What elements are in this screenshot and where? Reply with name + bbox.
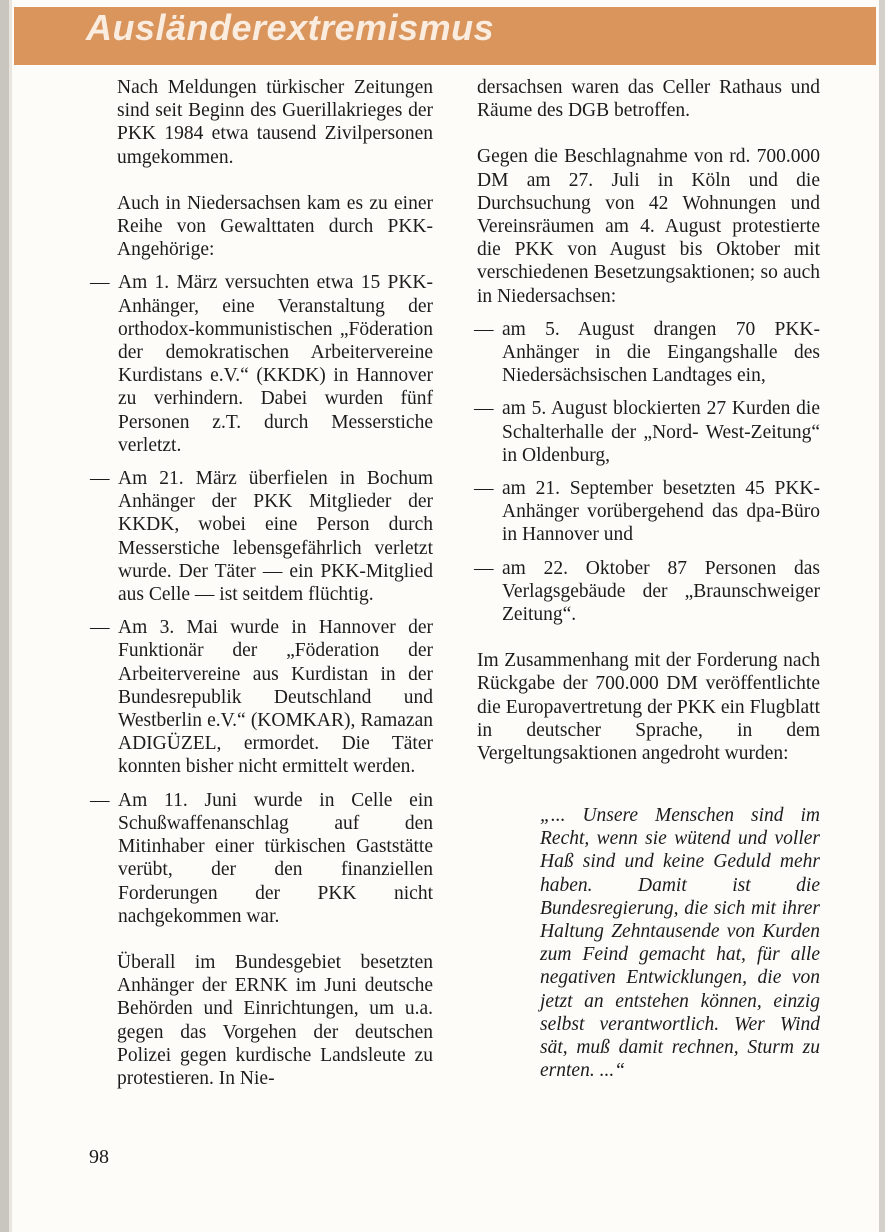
list-item-text: Am 1. März versuchten etwa 15 PKK-Anhänger, eine Veranstaltung der orthodox-kommunistischen „Föderation der demokratischen Arbeitervereine Kurdistans e.V.“ (KKDK) in Hannover zu verhindern. Dabei wurden fünf Personen z.T. durch Messerstiche verletzt.: [118, 272, 433, 456]
paragraph: Im Zusammenhang mit der Forderung nach Rückgabe der 700.000 DM veröffentlichte die Europavertretung der PKK ein Flugblatt in deutscher Sprache, in dem Vergeltungsaktionen angedroht wurden:: [477, 650, 820, 765]
list-item-text: am 5. August drangen 70 PKK-Anhänger in die Eingangshalle des Niedersächsischen Landtages ein,: [502, 318, 820, 387]
list-item: [474, 557, 820, 627]
dash-marker: —: [90, 617, 110, 639]
dash-marker: —: [474, 557, 494, 579]
list-item-text: am 22. Oktober 87 Personen das Verlagsgebäude der „Braunschweiger Zeitung“.: [502, 557, 820, 626]
paragraph: Gegen die Beschlagnahme von rd. 700.000 DM am 27. Juli in Köln und die Durchsuchung von 42 Wohnungen und Vereinsräumen am 4. August protestierte die PKK von August bis Oktober mit verschiedenen Besetzungsaktionen; so auch in Niedersachsen:: [477, 146, 820, 307]
left-column: [90, 76, 433, 1090]
list-item-text: am 21. September besetzten 45 PKK-Anhänger vorübergehend das dpa-Büro in Hannover und: [502, 478, 820, 546]
list-item: [90, 271, 433, 457]
dash-marker: —: [474, 398, 494, 420]
page-title: Ausländerextremismus: [86, 7, 495, 48]
page-scan-edge-right: [879, 0, 885, 1232]
paragraph: Überall im Bundesgebiet besetzten Anhänger der ERNK im Juni deutsche Behörden und Einrichtungen, um u.a. gegen das Vorgehen der deutschen Polizei gegen kurdische Landsleute zu protestieren. In Nie-: [117, 951, 433, 1089]
list-item-text: Am 3. Mai wurde in Hannover der Funktionär der „Föderation der Arbeitervereine aus Kurdistan in der Bundesrepublik Deutschland und Westberlin e.V.“ (KOMKAR), Ramazan ADIGÜZEL, ermordet. Die Täter konnten bisher nicht ermittelt werden.: [118, 617, 433, 778]
list-item-text: am 5. August blockierten 27 Kurden die Schalterhalle der „Nord- West-Zeitung“ in Oldenburg,: [502, 398, 820, 466]
dash-marker: —: [90, 789, 110, 811]
dash-marker: —: [474, 318, 494, 340]
paragraph: Auch in Niedersachsen kam es zu einer Reihe von Gewalttaten durch PKK-Angehörige:: [117, 192, 433, 261]
page-number: 98: [89, 1146, 109, 1168]
dash-marker: —: [474, 478, 494, 500]
paragraph: dersachsen waren das Celler Rathaus und Räume des DGB betroffen.: [477, 77, 820, 122]
list-item: [474, 318, 820, 388]
list-item: [90, 616, 433, 778]
right-column: [474, 76, 820, 765]
page-scan-edge: [0, 0, 9, 1232]
list-item-text: Am 21. März überfielen in Bochum Anhänger der PKK Mitglieder der KKDK, wobei eine Person durch Messerstiche lebensgefährlich verletzt wurde. Der Täter — ein PKK-Mitglied aus Celle — ist seitdem flüchtig.: [118, 468, 433, 606]
block-quote: „... Unsere Menschen sind im Recht, wenn sie wütend und voller Haß sind und keine Geduld mehr haben. Damit ist die Bundesregierung, die sich mit ihrer Haltung Zehntausende von Kurden zum Feind gemacht hat, für alle negativen Entwicklungen, die von jetzt an entstehen können, einzig selbst verantwortlich. Wer Wind sät, muß damit rechnen, Sturm zu ernten. ...“: [540, 805, 820, 1082]
dash-marker: —: [90, 272, 110, 294]
list-item: [90, 789, 433, 928]
dash-marker: —: [90, 468, 110, 490]
page-scan-edge-inner: [9, 0, 12, 1232]
list-item-text: Am 11. Juni wurde in Celle ein Schußwaffenanschlag auf den Mitinhaber einer türkischen Gaststätte verübt, der den finanziellen Forderungen der PKK nicht nachgekommen war.: [118, 789, 433, 927]
list-item: [90, 467, 433, 606]
list-item: [474, 397, 820, 467]
paragraph: Nach Meldungen türkischer Zeitungen sind seit Beginn des Guerillakrieges der PKK 1984 etwa tausend Zivilpersonen umgekommen.: [117, 77, 433, 168]
list-item: [474, 477, 820, 547]
